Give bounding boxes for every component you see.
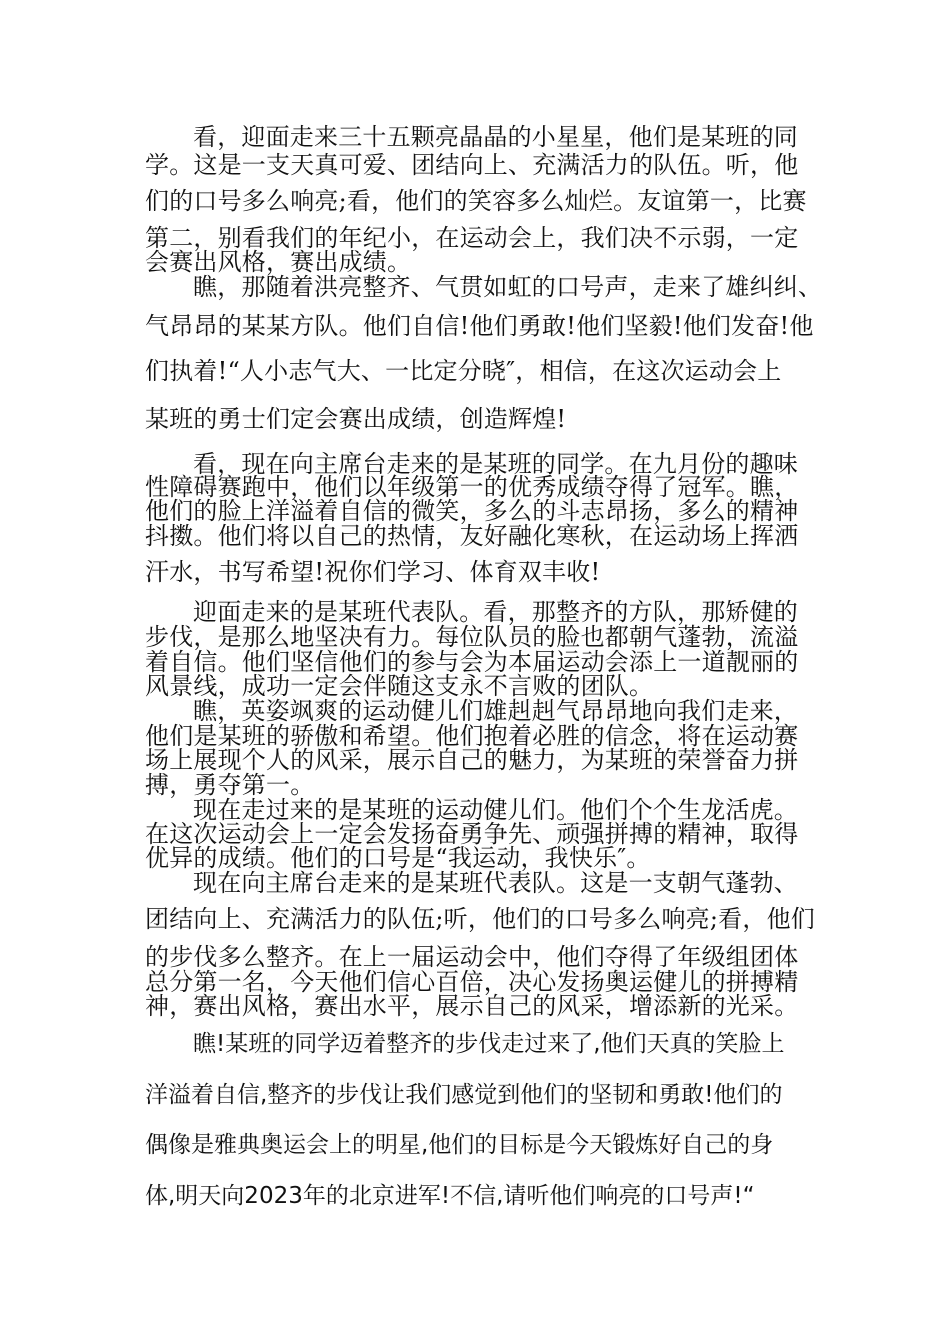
text-line: 性障碍赛跑中，他们以年级第一的优秀成绩夺得了冠军。瞧，: [145, 473, 799, 501]
text-line: 看，迎面走来三十五颗亮晶晶的小星星，他们是某班的同: [193, 123, 798, 151]
text-line: 某班的勇士们定会赛出成绩，创造辉煌!: [145, 405, 567, 433]
text-line: 团结向上、充满活力的队伍;听，他们的口号多么响亮;看，他们: [145, 905, 815, 933]
text-line: 优异的成绩。他们的口号是“我运动，我快乐″。: [145, 844, 651, 872]
text-line: 体,明天向2023年的北京进军!不信,请听他们响亮的口号声!“: [145, 1183, 755, 1209]
text-line: 迎面走来的是某班代表队。看，那整齐的方队，那矫健的: [193, 598, 798, 626]
text-line: 看，现在向主席台走来的是某班的同学。在九月份的趣味: [193, 450, 798, 478]
text-line: 他们是某班的骄傲和希望。他们抱着必胜的信念，将在运动赛: [145, 722, 799, 750]
text-line: 气昂昂的某某方队。他们自信!他们勇敢!他们坚毅!他们发奋!他: [145, 312, 814, 340]
text-line: 着自信。他们坚信他们的参与会为本届运动会添上一道靓丽的: [145, 648, 799, 676]
text-line: 现在走过来的是某班的运动健儿们。他们个个生龙活虎。: [193, 796, 798, 824]
text-line: 会赛出风格，赛出成绩。: [145, 248, 412, 276]
text-line: 现在向主席台走来的是某班代表队。这是一支朝气蓬勃、: [193, 869, 798, 897]
text-line: 洋溢着自信,整齐的步伐让我们感觉到他们的坚韧和勇敢!他们的: [145, 1082, 783, 1108]
text-line: 总分第一名，今天他们信心百倍，决心发扬奥运健儿的拼搏精: [145, 968, 799, 996]
text-line: 们的口号多么响亮;看，他们的笑容多么灿烂。友谊第一，比赛: [145, 187, 807, 215]
text-line: 瞧，英姿飒爽的运动健儿们雄赳赳气昂昂地向我们走来，: [193, 697, 798, 725]
text-line: 风景线，成功一定会伴随这支永不言败的团队。: [145, 672, 654, 700]
text-line: 学。这是一支天真可爱、团结向上、充满活力的队伍。听，他: [145, 151, 799, 179]
text-line: 在这次运动会上一定会发扬奋勇争先、顽强拼搏的精神，取得: [145, 820, 799, 848]
text-line: 瞧，那随着洪亮整齐、气贯如虹的口号声，走来了雄纠纠、: [193, 273, 823, 301]
text-line: 搏，勇夺第一。: [145, 771, 315, 799]
text-line: 步伐，是那么地坚决有力。每位队员的脸也都朝气蓬勃，流溢: [145, 623, 799, 651]
text-line: 汗水，书写希望!祝你们学习、体育双丰收!: [145, 558, 601, 586]
text-line: 瞧!某班的同学迈着整齐的步伐走过来了,他们天真的笑脸上: [193, 1031, 785, 1057]
text-line: 的步伐多么整齐。在上一届运动会中，他们夺得了年级组团体: [145, 943, 799, 971]
text-line: 神，赛出风格，赛出水平，展示自己的风采，增添新的光采。: [145, 992, 799, 1020]
text-line: 们执着!“人小志气大、一比定分晓″，相信，在这次运动会上: [145, 357, 782, 385]
text-line: 场上展现个人的风采，展示自己的魅力，为某班的荣誉奋力拼: [145, 746, 799, 774]
text-line: 第二，别看我们的年纪小，在运动会上，我们决不示弱，一定: [145, 224, 799, 252]
text-line: 抖擞。他们将以自己的热情，友好融化寒秋，在运动场上挥洒: [145, 522, 799, 550]
text-line: 偶像是雅典奥运会上的明星,他们的目标是今天锻炼好自己的身: [145, 1132, 774, 1158]
text-line: 他们的脸上洋溢着自信的微笑，多么的斗志昂扬，多么的精神: [145, 497, 799, 525]
